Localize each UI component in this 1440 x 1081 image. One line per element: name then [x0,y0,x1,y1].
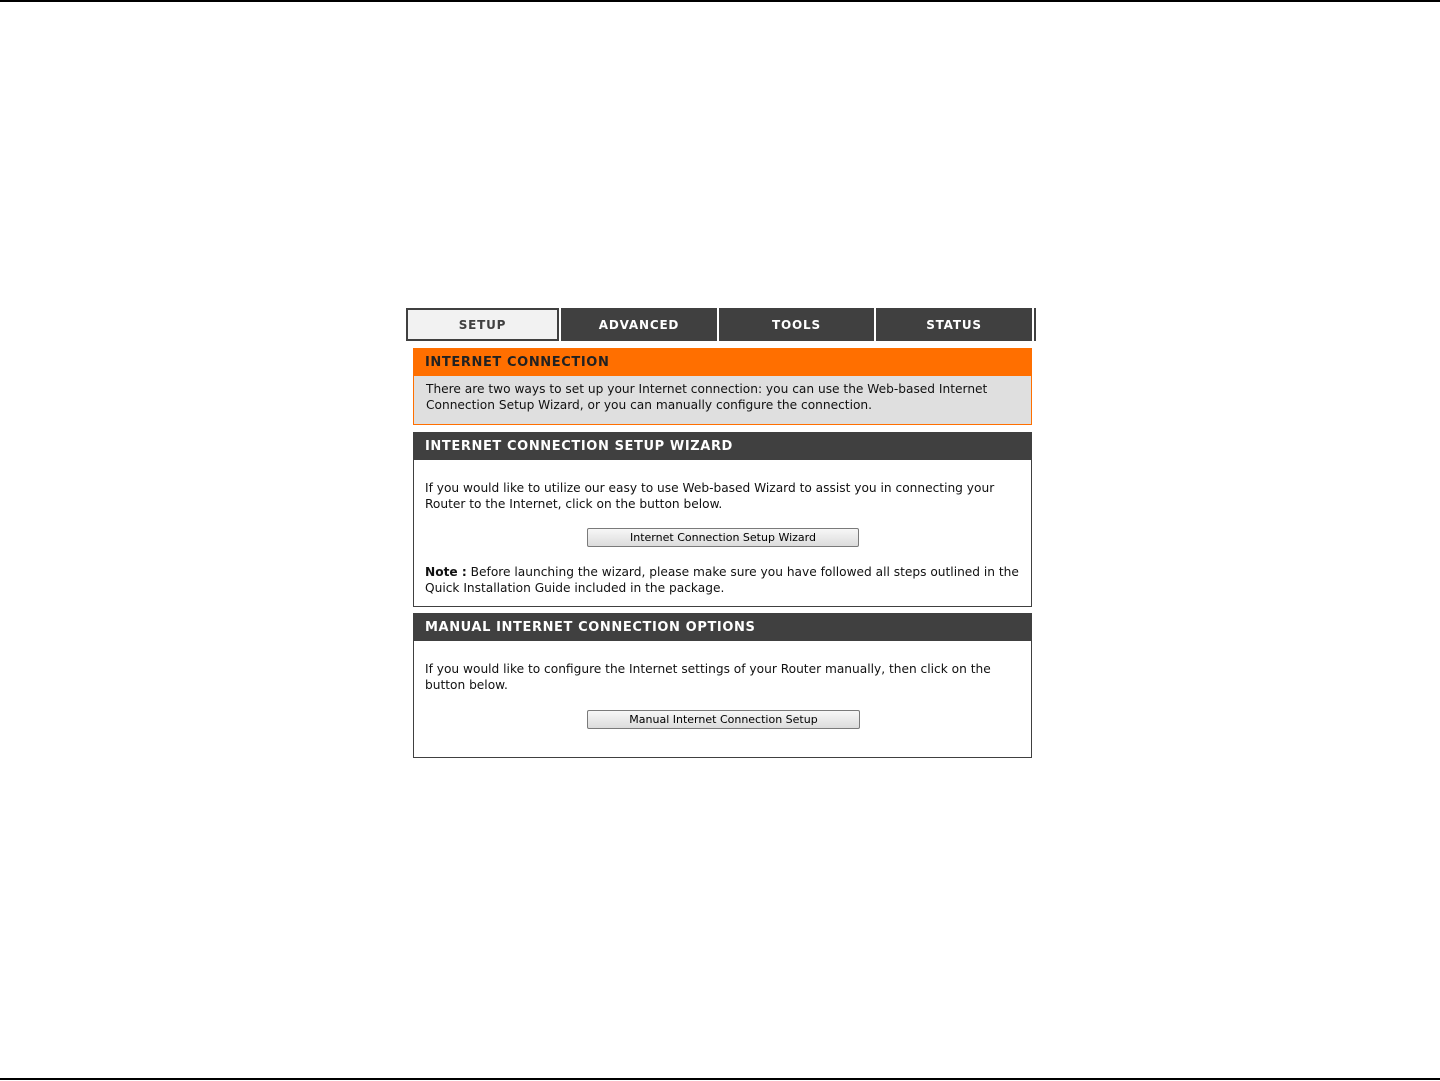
tab-setup[interactable]: SETUP [406,308,559,341]
note-label: Note : [425,565,467,579]
wizard-note [425,565,1025,596]
bottom-rule [0,1078,1440,1080]
tab-divider [1032,308,1034,341]
tab-status[interactable]: STATUS [876,308,1032,341]
setup-wizard-description: If you would like to utilize our easy to use Web-based Wizard to assist you in connecting your Router to the Internet, click on the button below. [425,481,995,511]
top-rule [0,0,1440,2]
manual-connection-title: MANUAL INTERNET CONNECTION OPTIONS [414,614,1031,641]
internet-connection-panel [413,348,1032,425]
internet-connection-description: There are two ways to set up your Internet connection: you can use the Web-based Internet Connection Setup Wizard, or you can manually configure the connection. [426,382,988,412]
main-tab-bar [406,308,1036,341]
internet-connection-setup-wizard-button[interactable]: Internet Connection Setup Wizard [587,528,859,547]
tab-tools[interactable]: TOOLS [719,308,874,341]
note-text: Before launching the wizard, please make sure you have followed all steps outlined in the Quick Installation Guide included in the package. [425,565,1019,595]
internet-connection-title: INTERNET CONNECTION [414,349,1031,376]
manual-connection-panel [413,613,1032,758]
tab-advanced[interactable]: ADVANCED [561,308,717,341]
setup-wizard-title: INTERNET CONNECTION SETUP WIZARD [414,433,1031,460]
manual-internet-connection-setup-button[interactable]: Manual Internet Connection Setup [587,710,860,729]
setup-wizard-panel [413,432,1032,607]
manual-connection-description: If you would like to configure the Internet settings of your Router manually, then click on the button below. [425,662,991,692]
